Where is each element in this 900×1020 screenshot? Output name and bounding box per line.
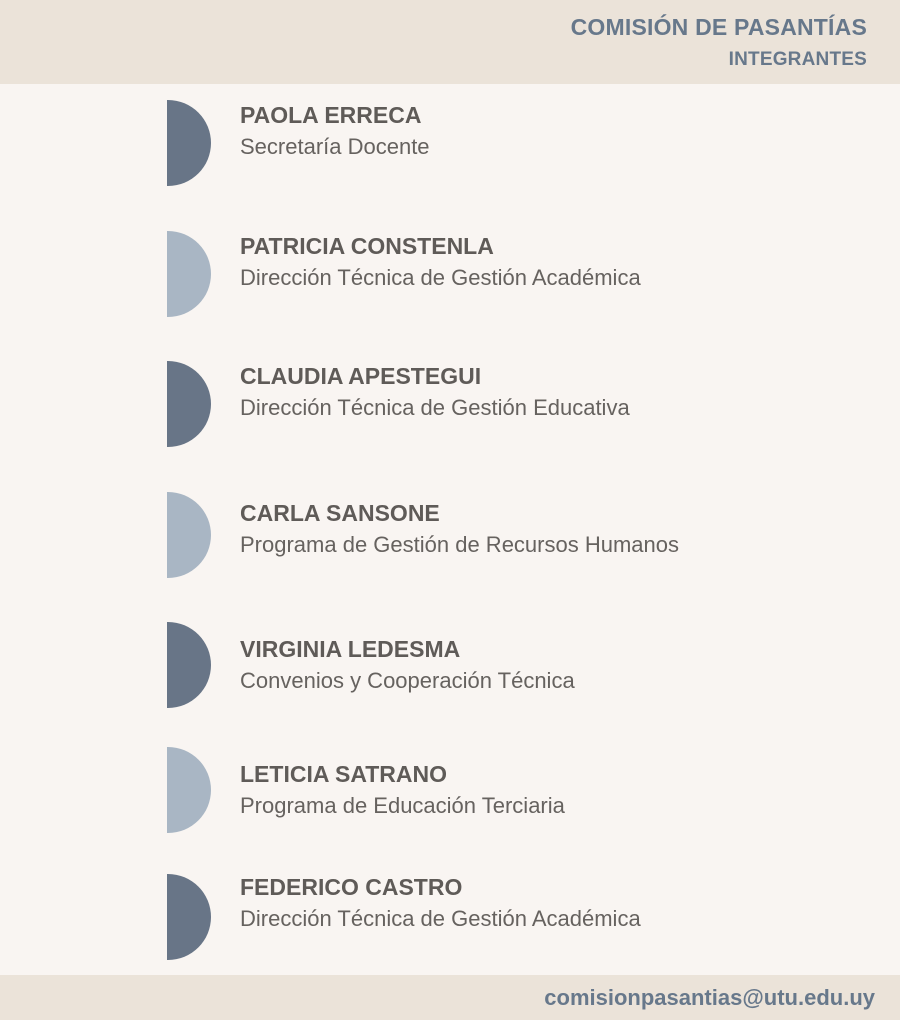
- half-circle-marker: [167, 874, 211, 960]
- member-item: [0, 492, 900, 578]
- page-title: COMISIÓN DE PASANTÍAS: [570, 14, 867, 40]
- member-name: FEDERICO CASTRO: [240, 874, 463, 900]
- member-item: [0, 874, 900, 960]
- member-role: Dirección Técnica de Gestión Educativa: [240, 395, 630, 420]
- member-item: [0, 231, 900, 317]
- half-circle-marker: [167, 747, 211, 833]
- member-item: [0, 100, 900, 186]
- member-role: Dirección Técnica de Gestión Académica: [240, 265, 641, 290]
- member-role: Convenios y Cooperación Técnica: [240, 668, 575, 693]
- contact-email: comisionpasantias@utu.edu.uy: [544, 985, 875, 1010]
- half-circle-marker: [167, 361, 211, 447]
- half-circle-marker: [167, 100, 211, 186]
- member-role: Programa de Educación Terciaria: [240, 793, 565, 818]
- member-name: VIRGINIA LEDESMA: [240, 636, 461, 662]
- member-name: PAOLA ERRECA: [240, 102, 422, 128]
- header-banner: [0, 0, 900, 84]
- footer-banner: [0, 975, 900, 1020]
- half-circle-marker: [167, 231, 211, 317]
- half-circle-marker: [167, 492, 211, 578]
- member-role: Programa de Gestión de Recursos Humanos: [240, 532, 679, 557]
- member-name: CLAUDIA APESTEGUI: [240, 363, 482, 389]
- page-subtitle: INTEGRANTES: [728, 49, 867, 70]
- member-name: PATRICIA CONSTENLA: [240, 233, 494, 259]
- member-name: LETICIA SATRANO: [240, 761, 447, 787]
- member-name: CARLA SANSONE: [240, 500, 440, 526]
- member-role: Dirección Técnica de Gestión Académica: [240, 906, 641, 931]
- member-role: Secretaría Docente: [240, 134, 430, 159]
- half-circle-marker: [167, 622, 211, 708]
- member-item: [0, 747, 900, 833]
- member-item: [0, 622, 900, 708]
- member-item: [0, 361, 900, 447]
